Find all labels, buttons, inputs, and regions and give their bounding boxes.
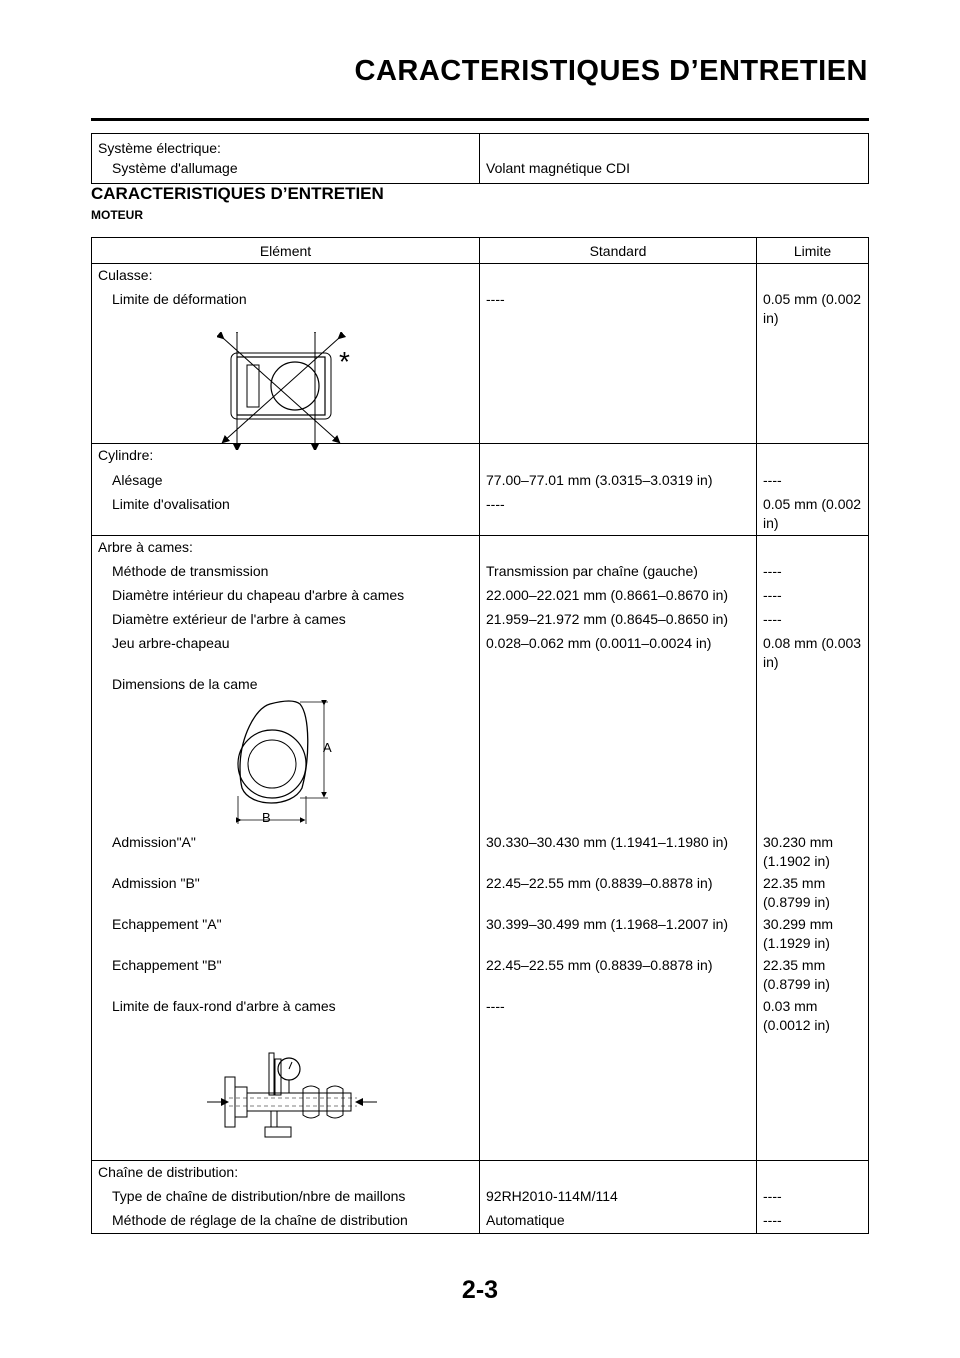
cam-dimensions-label: Dimensions de la came [112, 676, 258, 692]
page-number: 2-3 [461, 1276, 499, 1304]
arbre-standard-cell [480, 536, 757, 1161]
arbre-item-2: Diamètre extérieur de l'arbre à cames [112, 611, 346, 627]
cam-standard-1: 22.45–22.55 mm (0.8839–0.8878 in) [486, 875, 713, 891]
cam-item-2: Echappement "A" [112, 916, 222, 932]
cylindre-limit-0: ---- [763, 472, 782, 488]
cylindre-standard-cell [480, 444, 757, 536]
page-header-title: CARACTERISTIQUES D’ENTRETIEN [354, 55, 868, 87]
electrical-group-label: Système électrique: [98, 140, 221, 156]
col-header-standard: Standard [480, 238, 757, 264]
section-title: CARACTERISTIQUES D’ENTRETIEN [91, 184, 384, 203]
arbre-standard-1: 22.000–22.021 mm (0.8661–0.8670 in) [486, 587, 729, 603]
header-rule [91, 118, 869, 121]
col-header-element: Elément [92, 238, 480, 264]
culasse-element-cell [92, 264, 480, 444]
arbre-limit-1: ---- [763, 587, 782, 603]
chaine-group-label: Chaîne de distribution: [98, 1164, 239, 1180]
camshaft-runout-diagram [207, 1049, 387, 1141]
electrical-value: Volant magnétique CDI [486, 160, 630, 176]
arbre-limit-3: 0.08 mm (0.003 in) [763, 635, 862, 670]
cam-item-4: Limite de faux-rond d'arbre à cames [112, 998, 336, 1014]
cam-limit-3: 22.35 mm (0.8799 in) [763, 957, 830, 992]
cam-limit-1: 22.35 mm (0.8799 in) [763, 875, 830, 910]
cylindre-limit-1: 0.05 mm (0.002 in) [763, 496, 862, 531]
arbre-item-3: Jeu arbre-chapeau [112, 635, 230, 651]
cam-limit-2: 30.299 mm (1.1929 in) [763, 916, 834, 951]
cylindre-element-cell [92, 444, 480, 536]
cam-limit-4: 0.03 mm (0.0012 in) [763, 998, 830, 1033]
electrical-table [91, 133, 869, 184]
diagram-asterisk: * [339, 346, 350, 377]
arbre-item-0: Méthode de transmission [112, 563, 269, 579]
electrical-item-label: Système d'allumage [112, 160, 238, 176]
arbre-limit-2: ---- [763, 611, 782, 627]
chaine-item-0: Type de chaîne de distribution/nbre de maillons [112, 1188, 406, 1204]
cylindre-standard-1: ---- [486, 496, 505, 512]
table-row-chaine [92, 1161, 869, 1234]
cam-label-b: B [262, 810, 271, 825]
cam-lobe-diagram [230, 698, 350, 828]
culasse-standard-cell [480, 264, 757, 444]
chaine-limit-cell [757, 1161, 869, 1234]
table-row-arbre [92, 536, 869, 1161]
culasse-group-label: Culasse: [98, 267, 153, 283]
chaine-standard-1: Automatique [486, 1212, 565, 1228]
cam-limit-0: 30.230 mm (1.1902 in) [763, 834, 834, 869]
cylindre-standard-0: 77.00–77.01 mm (3.0315–3.0319 in) [486, 472, 713, 488]
cam-item-1: Admission "B" [112, 875, 200, 891]
chaine-standard-cell [480, 1161, 757, 1234]
arbre-standard-0: Transmission par chaîne (gauche) [486, 563, 698, 579]
culasse-item-label: Limite de déformation [112, 291, 247, 307]
chaine-item-1: Méthode de réglage de la chaîne de distribution [112, 1212, 408, 1228]
culasse-standard: ---- [486, 291, 505, 307]
chaine-limit-0: ---- [763, 1188, 782, 1204]
table-row-culasse [92, 264, 869, 444]
cylindre-item-1: Limite d'ovalisation [112, 496, 230, 512]
cylinder-head-warpage-diagram [217, 332, 387, 450]
cam-item-3: Echappement "B" [112, 957, 222, 973]
cam-standard-2: 30.399–30.499 mm (1.1968–1.2007 in) [486, 916, 729, 932]
table-row-cylindre [92, 444, 869, 536]
arbre-element-cell [92, 536, 480, 1161]
culasse-limit: 0.05 mm (0.002 in) [763, 291, 862, 326]
arbre-item-1: Diamètre intérieur du chapeau d'arbre à cames [112, 587, 405, 603]
arbre-standard-3: 0.028–0.062 mm (0.0011–0.0024 in) [486, 635, 712, 651]
arbre-limit-0: ---- [763, 563, 782, 579]
chaine-limit-1: ---- [763, 1212, 782, 1228]
cylindre-group-label: Cylindre: [98, 447, 154, 463]
col-header-limit: Limite [757, 238, 869, 264]
chaine-standard-0: 92RH2010-114M/114 [486, 1188, 618, 1204]
maintenance-table [91, 237, 869, 1234]
arbre-limit-cell [757, 536, 869, 1161]
cam-standard-3: 22.45–22.55 mm (0.8839–0.8878 in) [486, 957, 713, 973]
chaine-element-cell [92, 1161, 480, 1234]
electrical-item-cell [92, 134, 480, 184]
section-subtitle: MOTEUR [91, 208, 143, 222]
arbre-group-label: Arbre à cames: [98, 539, 193, 555]
cam-item-0: Admission"A" [112, 834, 196, 850]
cylindre-item-0: Alésage [112, 472, 163, 488]
cam-standard-4: ---- [486, 998, 505, 1014]
culasse-limit-cell [757, 264, 869, 444]
cylindre-limit-cell [757, 444, 869, 536]
cam-standard-0: 30.330–30.430 mm (1.1941–1.1980 in) [486, 834, 729, 850]
electrical-value-cell [480, 134, 869, 184]
arbre-standard-2: 21.959–21.972 mm (0.8645–0.8650 in) [486, 611, 729, 627]
cam-label-a: A [323, 740, 332, 755]
